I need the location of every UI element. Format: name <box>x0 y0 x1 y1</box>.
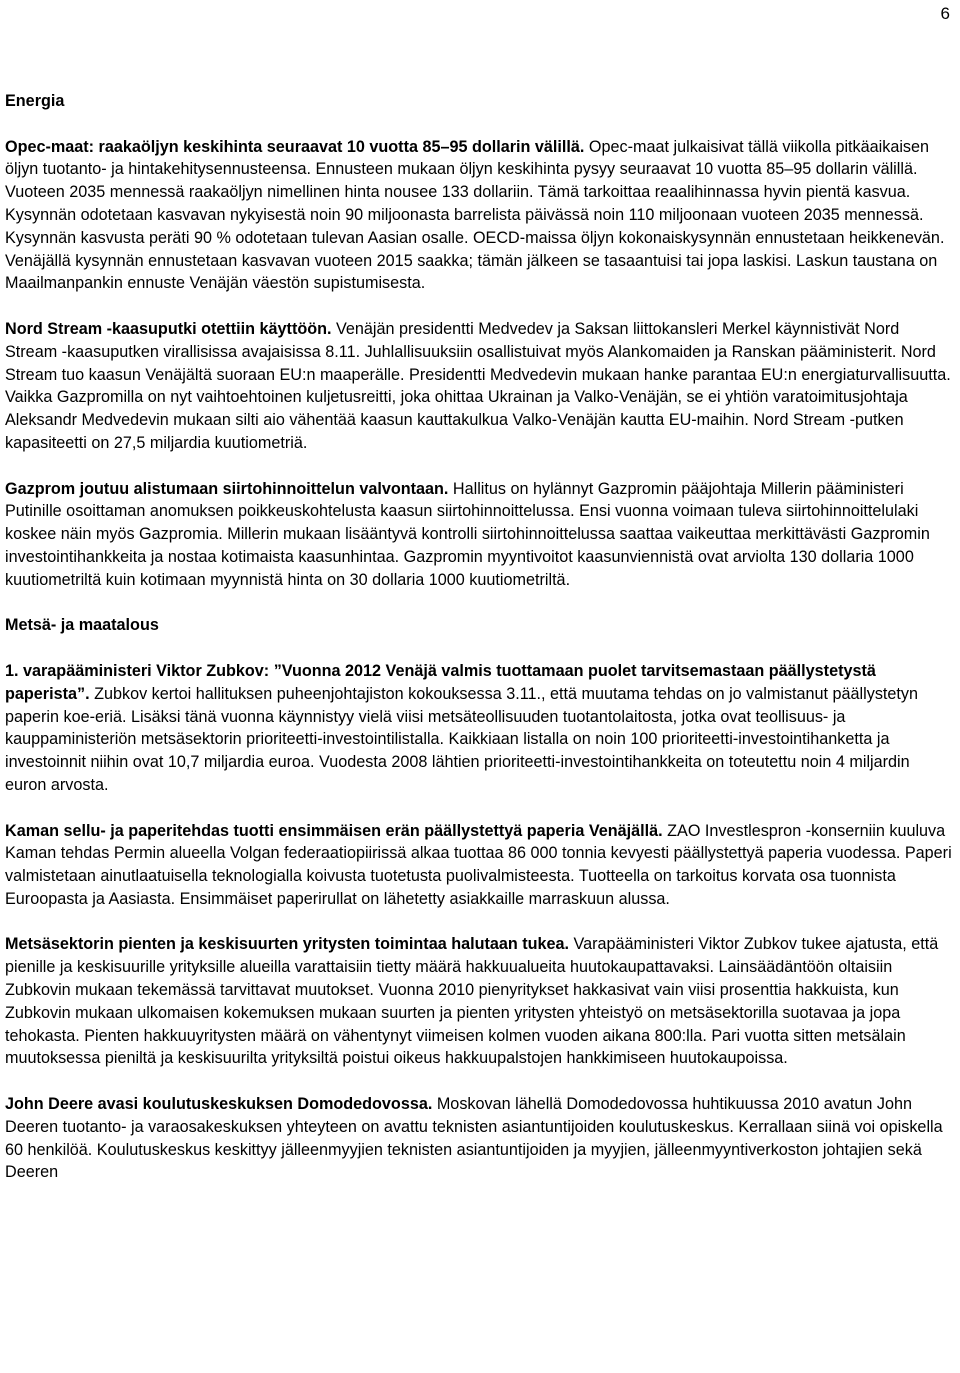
article-text: Varapääministeri Viktor Zubkov tukee ajatusta, että pienille ja keskisuurille yrityksille alueilla varattaisiin tietty määrä hakkuualueita huutokaupattavaksi. Lainsäädäntöön oltaisiin Zubkovin mukaan tekemässä tarvittavat muutokset. Vuonna 2010 pienyritykset hakkasivat vain viisi prosenttia hakkuista, kun Zubkovin mukaan ulkomaisen kokemuksen mukaan suurten ja pienten yritysten yhteistyö on metsäsektorilla suotavaa ja jopa tehokasta. Pienten hakkuuyritysten määrä on vähentynyt viimeisen kolmen vuoden aikana 800:lla. Pari vuotta sitten metsälain muutoksessa pieniltä ja keskisuurilta yrityksiltä poistui oikeus hakkuupalstojen hankkimiseen huutokaupoissa. <box>5 935 939 1068</box>
section-heading: Metsä- ja maatalous <box>5 616 159 635</box>
article-text: Venäjän presidentti Medvedev ja Saksan liittokansleri Merkel käynnistivät Nord Stream -kaasuputken virallisissa avajaisissa 8.11. Juhlallisuuksiin osallistuivat myös Alankomaiden ja Ranskan pääministerit. Nord Stream tuo kaasun Venäjältä suoraan EU:n maaperälle. Presidentti Medvedevin mukaan hanke parantaa EU:n energiaturvallisuutta. Vaikka Gazpromilla on nyt vaihtoehtoinen kuljetusreitti, joka ohittaa Ukrainan ja Valko-Venäjän, se ei yhtiön varatoimitusjohtaja Aleksandr Medvedevin mukaan silti aio vähentää kaasun kauttakulkua Valko-Venäjän kautta EU-maihin. Nord Stream -putken kapasiteetti on 27,5 miljardia kuutiometriä. <box>5 319 951 452</box>
article-headline: Metsäsektorin pienten ja keskisuurten yritysten toimintaa halutaan tukea. <box>5 935 570 954</box>
article-paragraph <box>5 660 955 797</box>
article-text: Moskovan lähellä Domodedovossa huhtikuussa 2010 avatun John Deeren tuotanto- ja varaosakeskuksen yhteyteen on avattu teknisten asiantuntijoiden koulutuskeskus. Kerrallaan siinä voi opiskella 60 henkilöä. Koulutuskeskus keskittyy jälleenmyyjien teknisten asiantuntijoiden ja myyjien, jälleenmyyntiverkoston johtajien sekä Deeren <box>5 1095 943 1182</box>
article-paragraph <box>5 1093 955 1184</box>
article-paragraph <box>5 478 955 592</box>
article-paragraph <box>5 136 955 296</box>
section-energia <box>5 90 955 592</box>
article-text: Opec-maat julkaisivat tällä viikolla pitkäaikaisen öljyn tuotanto- ja hintakehitysennusteensa. Ennusteen mukaan öljyn keskihinta pysyy seuraavat 10 vuotta 85–95 dollarin välillä. Vuoteen 2035 mennessä raakaöljyn nimellinen hinta nousee 133 dollariin. Tämä tarkoittaa reaalihinnassa hyvin pientä kasvua. Kysynnän odotetaan kasvavan nykyisestä noin 90 miljoonasta barrelista päivässä noin 110 miljoonaan vuoteen 2035 mennessä. Kysynnän kasvusta peräti 90 % odotetaan tulevan Aasian osalle. OECD-maissa öljyn kokonaiskysynnän ennustetaan heikkenevän. Venäjällä kysynnän ennustetaan kasvavan vuoteen 2015 saakka; tämän jälkeen se tasaantuisi tai jopa laskisi. Laskun taustana on Maailmanpankin ennuste Venäjän väestön supistumisesta. <box>5 137 945 293</box>
article-headline: 1. varapääministeri Viktor Zubkov: ”Vuonna 2012 Venäjä valmis tuottamaan puolet tarvitsemastaan päällystetystä paperista”. <box>5 661 876 703</box>
article-headline: Opec-maat: raakaöljyn keskihinta seuraavat 10 vuotta 85–95 dollarin välillä. <box>5 137 585 156</box>
section-metsa-ja-maatalous <box>5 614 955 1184</box>
article-text: Zubkov kertoi hallituksen puheenjohtajiston kokouksessa 3.11., että muutama tehdas on jo valmistanut päällystetyn paperin koe-eriä. Lisäksi tänä vuonna käynnistyy vielä viisi metsäteollisuuden tuotantolaitosta, jotka ovat teollisuus- ja kauppaministeriön metsäsektorin prioriteetti-investointilistalla. Kaikkiaan listalla on noin 100 prioriteetti-investointihanketta ja investoinnit niihin ovat 10,7 miljardia euroa. Vuodesta 2008 lähtien prioriteetti-investointihankkeita on toteutettu noin 4 miljardin euron arvosta. <box>5 684 919 794</box>
document-body <box>5 90 955 1207</box>
page-number: 6 <box>940 4 950 23</box>
article-text: ZAO Investlespron -konserniin kuuluva Kaman tehdas Permin alueella Volgan federaatiopiirissä alkaa tuottaa 86 000 tonnia kevyesti päällystettyä paperia vuodessa. Paperi valmistetaan ainutlaatuisella teknologialla koivusta tuotetusta puolivalmisteesta. Tuotteella on tarkoitus korvata osa tuonnista Euroopasta ja Aasiasta. Ensimmäiset paperirullat on lähetetty asiakkaille marraskuun alussa. <box>5 821 952 908</box>
article-paragraph <box>5 933 955 1070</box>
article-paragraph <box>5 820 955 911</box>
article-paragraph <box>5 318 955 455</box>
article-headline: Nord Stream -kaasuputki otettiin käyttöön. <box>5 319 332 338</box>
article-headline: Gazprom joutuu alistumaan siirtohinnoittelun valvontaan. <box>5 479 449 498</box>
article-headline: Kaman sellu- ja paperitehdas tuotti ensimmäisen erän päällystettyä paperia Venäjällä. <box>5 821 663 840</box>
article-headline: John Deere avasi koulutuskeskuksen Domodedovossa. <box>5 1095 433 1114</box>
section-heading: Energia <box>5 92 65 110</box>
article-text: Hallitus on hylännyt Gazpromin pääjohtaja Millerin pääministeri Putinille osoittaman anomuksen poikkeuskohtelusta kaasun siirtohinnoittelussa. Ensi vuonna voimaan tuleva siirtohinnoittelulaki koskee näin myös Gazpromia. Millerin mukaan lisääntyvä kontrolli siirtohinnoittelussa saattaa vaikeuttaa merkittävästi Gazpromin investointihankkeita ja nostaa kotimaista kaasunhintaa. Gazpromin myyntivoitot kaasunviennistä ovat arviolta 130 dollaria 1000 kuutiometriltä kuin kotimaan myynnistä hinta on 30 dollaria 1000 kuutiometriltä. <box>5 479 930 589</box>
